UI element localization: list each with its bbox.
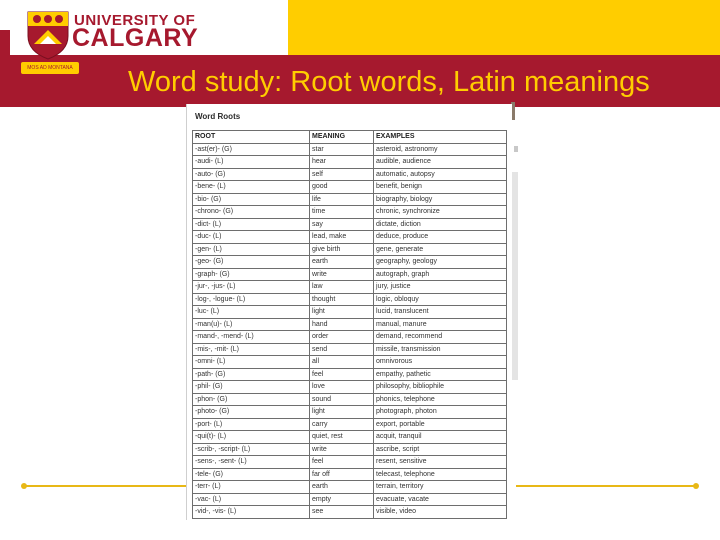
cell-root: -mis-, -mit- (L)	[193, 343, 310, 356]
cell-examples: biography, biology	[374, 193, 507, 206]
table-row	[193, 318, 507, 331]
cell-root: -ast(er)- (G)	[193, 143, 310, 156]
background-mark	[514, 146, 518, 152]
table-heading: Word Roots	[195, 112, 241, 121]
cell-examples: geography, geology	[374, 256, 507, 269]
cell-root: -phil- (G)	[193, 381, 310, 394]
cell-meaning: love	[310, 381, 374, 394]
gold-rule-dot-right	[693, 483, 699, 489]
cell-root: -port- (L)	[193, 418, 310, 431]
cell-root: -scrib-, -script- (L)	[193, 443, 310, 456]
cell-meaning: see	[310, 506, 374, 519]
table-row	[193, 331, 507, 344]
table-row	[193, 268, 507, 281]
table-row	[193, 368, 507, 381]
cell-root: -dict- (L)	[193, 218, 310, 231]
cell-meaning: write	[310, 443, 374, 456]
cell-meaning: far off	[310, 468, 374, 481]
cell-root: -path- (G)	[193, 368, 310, 381]
cell-root: -mand-, -mend- (L)	[193, 331, 310, 344]
table-row	[193, 206, 507, 219]
table-header-row	[193, 131, 507, 144]
cell-root: -gen- (L)	[193, 243, 310, 256]
cell-meaning: light	[310, 306, 374, 319]
gold-rule-right	[516, 485, 696, 487]
logo-motto-ribbon: MOS AD MONTANA	[20, 61, 80, 75]
cell-examples: missile, transmission	[374, 343, 507, 356]
cell-meaning: empty	[310, 493, 374, 506]
cell-examples: telecast, telephone	[374, 468, 507, 481]
cell-root: -log-, -logue- (L)	[193, 293, 310, 306]
cell-meaning: good	[310, 181, 374, 194]
cell-meaning: feel	[310, 456, 374, 469]
cell-examples: omnivorous	[374, 356, 507, 369]
cell-examples: audible, audience	[374, 156, 507, 169]
table-row	[193, 431, 507, 444]
cell-meaning: law	[310, 281, 374, 294]
cell-examples: export, portable	[374, 418, 507, 431]
table-row	[193, 243, 507, 256]
cell-examples: philosophy, bibliophile	[374, 381, 507, 394]
cell-meaning: give birth	[310, 243, 374, 256]
table-row	[193, 418, 507, 431]
cell-meaning: time	[310, 206, 374, 219]
cell-examples: demand, recommend	[374, 331, 507, 344]
cell-root: -qui(t)- (L)	[193, 431, 310, 444]
cell-examples: evacuate, vacate	[374, 493, 507, 506]
cell-examples: autograph, graph	[374, 268, 507, 281]
cell-examples: visible, video	[374, 506, 507, 519]
title-band-accent	[0, 30, 10, 55]
cell-examples: manual, manure	[374, 318, 507, 331]
table-row	[193, 493, 507, 506]
crest-icon	[26, 10, 70, 60]
cell-meaning: all	[310, 356, 374, 369]
cell-examples: gene, generate	[374, 243, 507, 256]
cell-examples: jury, justice	[374, 281, 507, 294]
cell-root: -bene- (L)	[193, 181, 310, 194]
table-row	[193, 406, 507, 419]
cell-meaning: life	[310, 193, 374, 206]
cell-root: -auto- (G)	[193, 168, 310, 181]
cell-root: -omni- (L)	[193, 356, 310, 369]
table-row	[193, 443, 507, 456]
table-row	[193, 481, 507, 494]
cell-root: -chrono- (G)	[193, 206, 310, 219]
cell-meaning: thought	[310, 293, 374, 306]
cell-meaning: star	[310, 143, 374, 156]
table-row	[193, 381, 507, 394]
table-row	[193, 468, 507, 481]
header-gold-block	[288, 0, 720, 55]
cell-meaning: feel	[310, 368, 374, 381]
slide-title: Word study: Root words, Latin meanings	[128, 66, 650, 98]
cell-meaning: order	[310, 331, 374, 344]
column-header-root: ROOT	[193, 131, 310, 144]
table-row	[193, 193, 507, 206]
word-roots-table-image	[186, 104, 512, 520]
column-header-examples: EXAMPLES	[374, 131, 507, 144]
table-row	[193, 256, 507, 269]
cell-root: -terr- (L)	[193, 481, 310, 494]
cell-examples: automatic, autopsy	[374, 168, 507, 181]
cell-examples: lucid, translucent	[374, 306, 507, 319]
cell-meaning: carry	[310, 418, 374, 431]
cell-meaning: hear	[310, 156, 374, 169]
cell-examples: benefit, benign	[374, 181, 507, 194]
table-row	[193, 393, 507, 406]
cell-root: -photo- (G)	[193, 406, 310, 419]
cell-examples: empathy, pathetic	[374, 368, 507, 381]
cell-meaning: sound	[310, 393, 374, 406]
table-row	[193, 293, 507, 306]
cell-root: -luc- (L)	[193, 306, 310, 319]
cell-meaning: light	[310, 406, 374, 419]
column-header-meaning: MEANING	[310, 131, 374, 144]
cell-meaning: send	[310, 343, 374, 356]
gold-rule-dot-left	[21, 483, 27, 489]
table-row	[193, 156, 507, 169]
table-row	[193, 343, 507, 356]
cell-examples: acquit, tranquil	[374, 431, 507, 444]
cell-root: -vac- (L)	[193, 493, 310, 506]
cell-meaning: lead, make	[310, 231, 374, 244]
logo-text-calgary: CALGARY	[72, 24, 199, 52]
cell-meaning: earth	[310, 256, 374, 269]
cell-root: -graph- (G)	[193, 268, 310, 281]
table-row	[193, 306, 507, 319]
cell-meaning: quiet, rest	[310, 431, 374, 444]
table-row	[193, 143, 507, 156]
cell-meaning: self	[310, 168, 374, 181]
cell-examples: phonics, telephone	[374, 393, 507, 406]
cell-examples: logic, obloquy	[374, 293, 507, 306]
cell-meaning: write	[310, 268, 374, 281]
gold-rule-left	[24, 485, 190, 487]
table-row	[193, 356, 507, 369]
cell-examples: asteroid, astronomy	[374, 143, 507, 156]
cell-root: -vid-, -vis- (L)	[193, 506, 310, 519]
logo-text-university-of: UNIVERSITY OF	[74, 12, 196, 29]
word-roots-table	[192, 130, 507, 519]
cell-examples: deduce, produce	[374, 231, 507, 244]
cell-root: -jur-, -jus- (L)	[193, 281, 310, 294]
cell-root: -phon- (G)	[193, 393, 310, 406]
cell-root: -geo- (G)	[193, 256, 310, 269]
cell-examples: chronic, synchronize	[374, 206, 507, 219]
cell-meaning: earth	[310, 481, 374, 494]
cell-root: -tele- (G)	[193, 468, 310, 481]
table-row	[193, 218, 507, 231]
table-row	[193, 181, 507, 194]
cell-examples: resent, sensitive	[374, 456, 507, 469]
cell-root: -man(u)- (L)	[193, 318, 310, 331]
table-row	[193, 231, 507, 244]
table-row	[193, 456, 507, 469]
cell-root: -duc- (L)	[193, 231, 310, 244]
cell-root: -bio- (G)	[193, 193, 310, 206]
cell-examples: terrain, territory	[374, 481, 507, 494]
cell-meaning: hand	[310, 318, 374, 331]
cell-meaning: say	[310, 218, 374, 231]
cell-examples: photograph, photon	[374, 406, 507, 419]
cell-root: -sens-, -sent- (L)	[193, 456, 310, 469]
cell-root: -audi- (L)	[193, 156, 310, 169]
cell-examples: dictate, diction	[374, 218, 507, 231]
table-row	[193, 168, 507, 181]
table-row	[193, 281, 507, 294]
table-row	[193, 506, 507, 519]
cell-examples: ascribe, script	[374, 443, 507, 456]
